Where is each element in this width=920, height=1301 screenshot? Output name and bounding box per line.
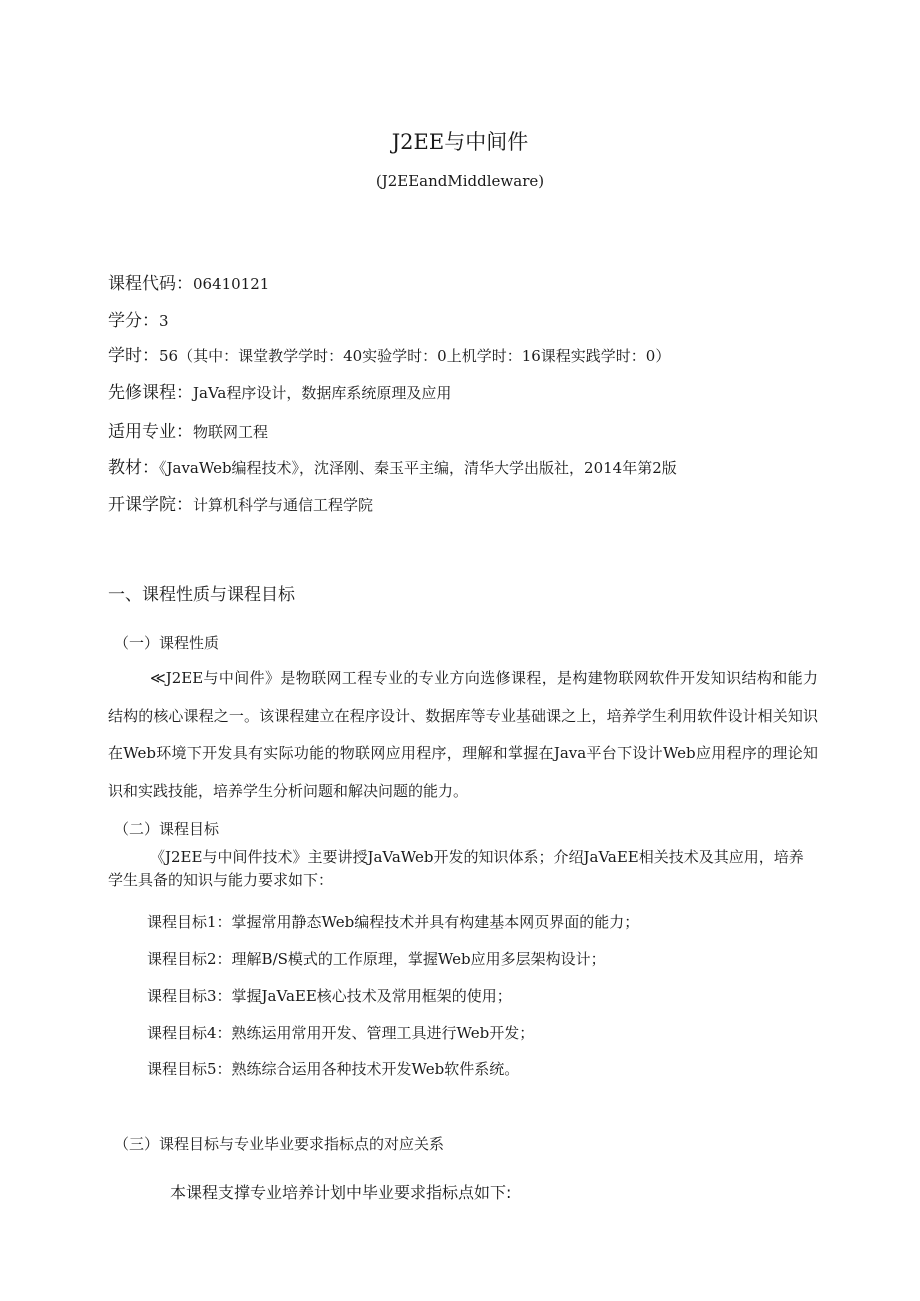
goals-intro: 《J2EE与中间件技术》主要讲授JaVaWeb开发的知识体系；介绍JaVaEE相关技术及其应用，培养学生具备的知识与能力要求如下：: [108, 848, 804, 889]
info-hours: [108, 341, 670, 366]
info-key: 学时：: [108, 346, 159, 366]
relation-text: 本课程支撑专业培养计划中毕业要求指标点如下:: [170, 1183, 512, 1202]
info-course-code: [108, 269, 269, 294]
info-key: 开课学院：: [108, 495, 193, 515]
info-key: 课程代码：: [108, 274, 193, 294]
page-title: J2EE与中间件: [391, 130, 529, 154]
goal-item: 课程目标2：理解B/S模式的工作原理，掌握Web应用多层架构设计；: [147, 950, 606, 968]
info-value: 56（其中：课堂教学学时：40实验学时：0上机学时：16课程实践学时：0）: [159, 347, 671, 365]
info-key: 适用专业：: [108, 422, 193, 442]
nature-paragraph: ≪J2EE与中间件》是物联网工程专业的专业方向选修课程，是构建物联网软件开发知识结构和能力结构的核心课程之一。该课程建立在程序设计、数据库等专业基础课之上，培养学生利用软件设计相关知识在Web环境下开发具有实际功能的物联网应用程序，理解和掌握在Java平台下设计Web应用程序的理论知识和实践技能，培养学生分析问题和解决问题的能力。: [108, 669, 818, 800]
goal-item: 课程目标3：掌握JaVaEE核心技术及常用框架的使用；: [147, 987, 512, 1005]
info-textbook: [108, 453, 677, 478]
page-subtitle: (J2EEandMiddleware): [375, 172, 545, 190]
goal-item: 课程目标1：掌握常用静态Web编程技术并具有构建基本网页界面的能力；: [147, 913, 640, 931]
info-value: 06410121: [193, 275, 270, 293]
goal-item: 课程目标4：熟练运用常用开发、管理工具进行Web开发；: [147, 1024, 535, 1042]
info-major: [108, 417, 268, 442]
info-value: 物联网工程: [193, 423, 269, 441]
info-key: 教材：: [108, 458, 159, 478]
info-value: JaVa程序设计，数据库系统原理及应用: [193, 384, 452, 402]
info-key: 学分：: [108, 311, 159, 331]
subsection-heading-goals: （二）课程目标: [114, 820, 220, 838]
info-prerequisites: [108, 378, 451, 403]
subsection-heading-nature: （一）课程性质: [114, 634, 220, 652]
subsection-heading-relation: （三）课程目标与专业毕业要求指标点的对应关系: [114, 1135, 445, 1153]
goal-item: 课程目标5：熟练综合运用各种技术开发Web软件系统。: [147, 1060, 520, 1078]
info-value: 3: [159, 312, 169, 330]
info-value: 《JavaWeb编程技术》，沈泽刚、秦玉平主编，清华大学出版社，2014年第2版: [159, 459, 677, 477]
info-value: 计算机科学与通信工程学院: [193, 496, 374, 514]
info-credits: [108, 306, 169, 331]
section-heading: 一、课程性质与课程目标: [108, 585, 295, 605]
info-key: 先修课程：: [108, 383, 193, 403]
info-college: [108, 490, 373, 515]
